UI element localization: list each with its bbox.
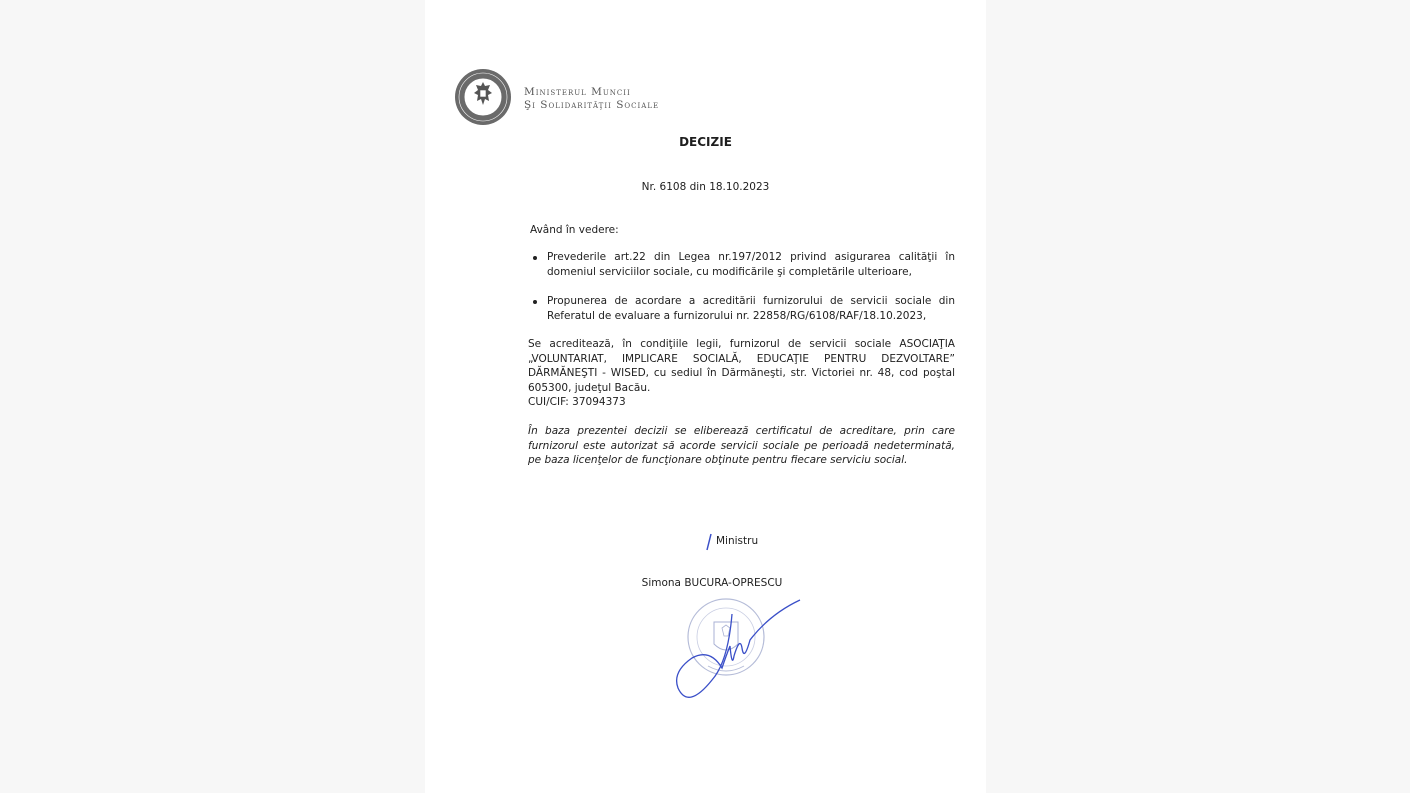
accreditation-line: 605300, judeţul Bacău. xyxy=(528,381,651,394)
document-page xyxy=(425,0,986,793)
government-seal-icon xyxy=(454,68,512,126)
decision-number: Nr. 6108 din 18.10.2023 xyxy=(641,181,770,193)
certificate-line: În baza prezentei decizii se eliberează certificatul de acreditare, prin care xyxy=(528,425,955,437)
ministry-line-1: Ministerul Muncii xyxy=(524,86,631,98)
ministry-name xyxy=(524,86,659,112)
accreditation-paragraph xyxy=(528,337,955,410)
intro-text: Având în vedere: xyxy=(530,224,619,236)
certificate-line: furnizorul este autorizat să acorde servicii sociale pe perioadă nedeterminată, xyxy=(528,439,955,452)
accreditation-line: Se acreditează, în condiţiile legii, furnizorul de servicii sociale ASOCIAŢIA xyxy=(528,338,955,350)
cui-text: CUI/CIF: 37094373 xyxy=(528,396,626,409)
ministry-line-2: Şi Solidarităţii Sociale xyxy=(524,99,660,111)
bullet-item: Prevederile art.22 din Legea nr.197/2012 privind asigurarea calităţii în domeniul serviciilor sociale, cu modificările şi completările ulterioare, xyxy=(547,251,955,278)
signer-name: Simona BUCURA-OPRESCU xyxy=(641,577,783,589)
accreditation-line: DĂRMĂNEŞTI - WISED, cu sediul în Dărmăneşti, str. Victoriei nr. 48, cod poştal xyxy=(528,367,955,380)
certificate-paragraph xyxy=(528,424,955,468)
signature-role: Ministru xyxy=(716,535,759,547)
document-title: DECIZIE xyxy=(679,135,732,149)
signature-slash-mark xyxy=(705,532,713,552)
accreditation-line: „VOLUNTARIAT, IMPLICARE SOCIALĂ, EDUCAŢIE PENTRU DEZVOLTARE” xyxy=(528,352,955,365)
certificate-line: pe baza licenţelor de funcţionare obţinute pentru fiecare serviciu social. xyxy=(528,454,908,467)
bullet-item: Propunerea de acordare a acreditării furnizorului de servicii sociale din Referatul de evaluare a furnizorului nr. 22858/RG/6108/RAF/18.10.2023, xyxy=(547,295,955,322)
official-stamp-signature xyxy=(670,592,810,707)
